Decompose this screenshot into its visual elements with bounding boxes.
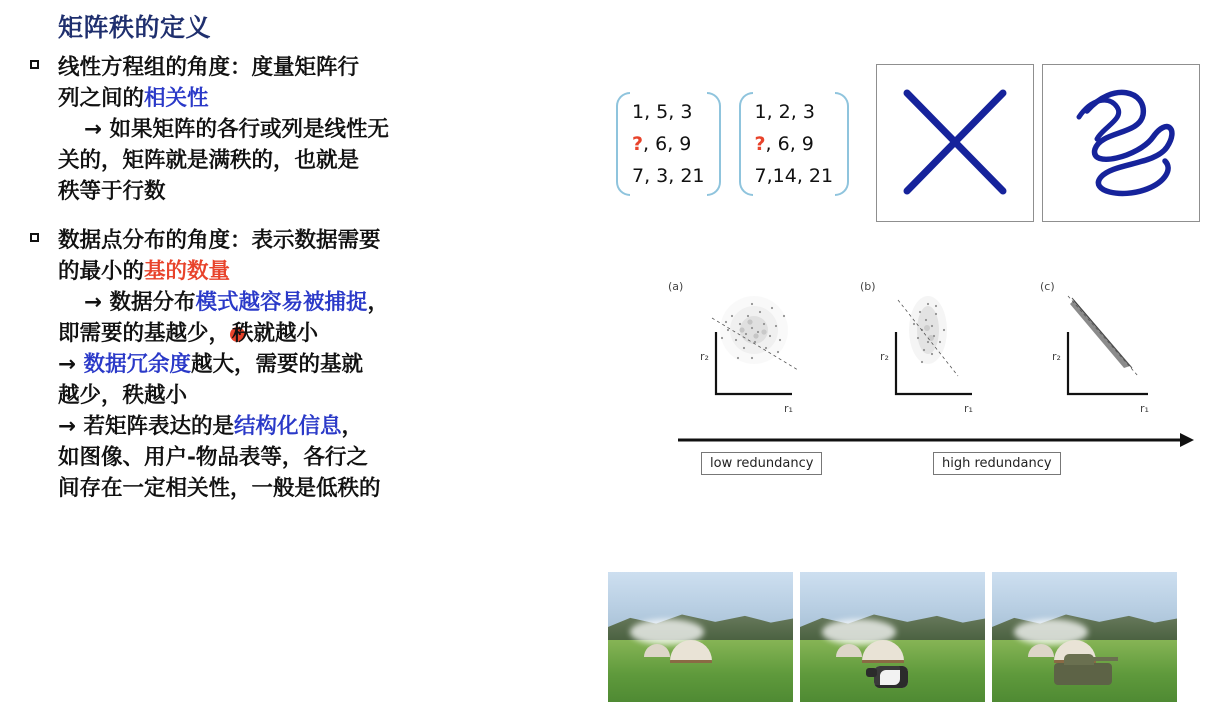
bullet-1-lead bbox=[58, 52, 604, 83]
square-bullet-icon bbox=[30, 233, 39, 242]
cross-sketch bbox=[876, 64, 1034, 222]
scatter-panel-a-xlabel: r₁ bbox=[784, 402, 793, 415]
bullet-2-sub-4 bbox=[58, 380, 604, 411]
bullet-2-sub-4-text: 越少，秩越小 bbox=[58, 383, 188, 408]
matrix-right bbox=[739, 92, 850, 196]
square-bullet-icon bbox=[30, 60, 39, 69]
matrix-right-row-1: 1, 2, 3 bbox=[754, 101, 815, 123]
bullet-2-sub-7-text: 间存在一定相关性，一般是低秩的 bbox=[58, 476, 381, 501]
grassland-tent-photo bbox=[608, 572, 793, 702]
scribble-sketch bbox=[1042, 64, 1200, 222]
matrix-right-row-2: ?, 6, 9 bbox=[754, 133, 814, 155]
slide-figure-column bbox=[608, 0, 1215, 721]
bullet-2-sub-1 bbox=[58, 287, 604, 318]
matrix-unknown-marker: ? bbox=[632, 133, 644, 155]
bullet-2-sub-5 bbox=[58, 411, 604, 442]
scatter-panel-b bbox=[860, 280, 973, 415]
matrix-left-row-2: ?, 6, 9 bbox=[632, 133, 692, 155]
bullet-block-1 bbox=[14, 52, 604, 207]
bullet-2-highlight: 基的数量 bbox=[144, 259, 231, 284]
matrix-left-row-3: 7, 3, 21 bbox=[632, 165, 705, 187]
bullet-2-sub-2-text: 即需要的基越少，秩就越小 bbox=[58, 321, 319, 346]
scatter-panel-b-ylabel: r₂ bbox=[880, 350, 889, 363]
bullet-1-lead-line2 bbox=[58, 83, 604, 114]
photo-strip bbox=[608, 572, 1177, 702]
bullet-2-sub-6 bbox=[58, 442, 604, 473]
bullet-1-sub-3: 秩等于行数 bbox=[58, 179, 166, 204]
bullet-2-sub-7 bbox=[58, 473, 604, 504]
bullet-2-lead-colon: ：表示数据需要 bbox=[230, 228, 381, 253]
bullet-1-lead-colon: ：度量矩阵行 bbox=[230, 55, 360, 80]
bullet-1-lead-line2-pre: 列之间的 bbox=[58, 86, 145, 111]
bullet-2-sub-6-text: 如图像、用户-物品表等，各行之 bbox=[58, 445, 368, 470]
photo-cow bbox=[874, 666, 908, 688]
scribble-sketch-icon bbox=[1043, 65, 1199, 221]
scatter-panel-c-ylabel: r₂ bbox=[1052, 350, 1061, 363]
scatter-panel-c-points bbox=[1070, 298, 1132, 368]
bullet-2-lead-line2-pre: 的最小的 bbox=[58, 259, 145, 284]
redundancy-axis-arrow bbox=[678, 433, 1194, 447]
cross-sketch-icon bbox=[877, 65, 1033, 221]
bullet-2-sub-3 bbox=[58, 349, 604, 380]
scatter-panel-c-label: (c) bbox=[1040, 280, 1055, 293]
bullet-block-2 bbox=[14, 225, 604, 504]
scatter-panel-b-xlabel: r₁ bbox=[964, 402, 973, 415]
scatter-panel-b-label: (b) bbox=[860, 280, 876, 293]
grassland-cow-photo bbox=[800, 572, 985, 702]
bullet-2-sub-1-text: → 数据分布模式越容易被捕捉， bbox=[84, 290, 390, 315]
bullet-2-sub-2 bbox=[58, 318, 604, 349]
bullet-2-lead-prefix: 数据点分布的角度 bbox=[58, 228, 231, 253]
photo-tank bbox=[1054, 663, 1112, 685]
bullet-2-lead-line2 bbox=[58, 256, 604, 287]
matrix-left-row-1: 1, 5, 3 bbox=[632, 101, 693, 123]
bullet-1-lead-prefix: 线性方程组的角度 bbox=[58, 55, 231, 80]
bullet-2-lead bbox=[58, 225, 604, 256]
scatter-panel-c-xlabel: r₁ bbox=[1140, 402, 1149, 415]
page-title: 矩阵秩的定义 bbox=[58, 13, 212, 42]
matrix-right-row-3: 7,14, 21 bbox=[754, 165, 834, 187]
grassland-tank-photo bbox=[992, 572, 1177, 702]
scatter-panel-b-points bbox=[909, 296, 947, 364]
matrix-pair bbox=[616, 92, 849, 196]
bullet-1-sub-1: → 如果矩阵的各行或列是线性无 bbox=[84, 117, 390, 142]
matrix-left bbox=[616, 92, 721, 196]
bullet-2-sub-3-text: → 数据冗余度越大，需要的基就 bbox=[58, 352, 364, 377]
matrix-unknown-marker: ? bbox=[754, 133, 766, 155]
bullet-2-sub-5-text: → 若矩阵表达的是结构化信息， bbox=[58, 414, 364, 439]
scatter-panel-a-label: (a) bbox=[668, 280, 684, 293]
bullet-1-sub-2: 关的，矩阵就是满秩的，也就是 bbox=[58, 148, 360, 173]
low-redundancy-tag: low redundancy bbox=[701, 452, 822, 475]
bullet-1-highlight: 相关性 bbox=[144, 86, 209, 111]
scatter-panel-c bbox=[1040, 280, 1149, 415]
scatter-panel-a-points bbox=[720, 296, 788, 364]
scatter-panel-a bbox=[668, 280, 798, 415]
high-redundancy-tag: high redundancy bbox=[933, 452, 1061, 475]
slide-text-column bbox=[14, 8, 604, 510]
scatter-panel-a-ylabel: r₂ bbox=[700, 350, 709, 363]
